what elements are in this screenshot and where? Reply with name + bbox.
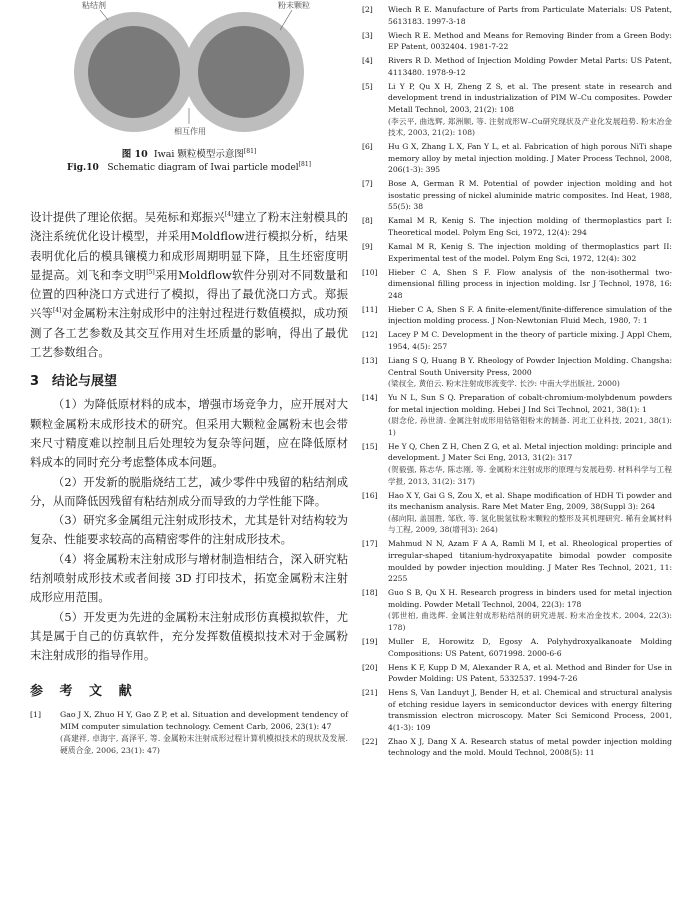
reference-number: [20] [362,662,378,672]
reference-text: Wiech R E. Method and Means for Removing Binder from a Green Body: EP Patent, 0032404. 1981-7-22 [388,30,672,52]
reference-number: [2] [362,5,373,14]
reference-text: Hens K F, Kupp D M, Alexander R A, et al. Method and Binder for Use in Powder Molding: US Patent, 5332537. 1994-7-26 [388,662,672,684]
left-column [30,0,348,759]
reference-item [362,392,672,438]
reference-number: [14] [362,393,378,403]
reference-text: Hao X Y, Gai G S, Zou X, et al. Shape modification of HDH Ti powder and its mechanism analysis. Rare Met Mater Eng, 2009, 38(Suppl 3): 264 [388,490,672,512]
references-heading: 参 考 文 献 [30,683,138,699]
reference-item [362,587,672,633]
paragraph-simulation [30,208,348,362]
reference-body [388,355,672,390]
citation: [4] [52,307,62,315]
conclusion-point-4: （4）将金属粉末注射成形与增材制造相结合，深入研究粘结剂喷射成形技术或者间接 3D 打印技术，拓宽金属粉末注射成形应用范围。 [30,551,348,605]
reference-translation: (高建祥, 卓海宇, 高泽平, 等. 金属粉末注射成形过程计算机模拟技术的现状及发展. 硬质合金, 2006, 23(1): 47) [60,733,348,755]
reference-text: Hens S, Van Landuyt J, Bender H, et al. Chemical and structural analysis of etching residue layers in semiconductor devices with energy filtering transmission electron microscopy. Mater Sci Semicond Process, 2001, 4(1-3): 109 [388,688,672,732]
reference-body [388,587,672,633]
figure-10 [30,0,348,188]
reference-item [362,355,672,390]
reference-number: [9] [362,242,373,252]
reference-text: Wiech R E. Manufacture of Parts from Particulate Materials: US Patent, 5613183. 1997-3-18 [388,5,672,26]
binder-label: 粘结剂 [82,1,106,10]
particle-core-left [88,26,180,118]
reference-body [388,141,672,176]
reference-text: Zhao X J, Dang X A. Research status of metal powder injection molding technology and the mold. Mould Technol, 2008(5): 11 [388,736,672,758]
reference-item [362,329,672,352]
reference-text: Kamal M R, Kenig S. The injection molding of thermoplastics part I: Theoretical model. Polym Eng Sci, 1972, 12(4): 294 [388,216,672,238]
reference-number: [5] [362,81,373,91]
reference-text: Yu N L, Sun S Q. Preparation of cobalt-chromium-molybdenum powders for metal injection molding. Hebei J Ind Sci Technol, 2021, 38(1): 1 [388,393,672,414]
reference-text: Hieber C A, Shen S F. Flow analysis of the non-isothermal two-dimensional filling process in injection molding. Isr J Technol, 1978, 16: 248 [388,267,672,300]
particle-core-right [198,26,290,118]
reference-number: [12] [362,330,378,340]
reference-number: [16] [362,490,378,500]
reference-body [388,241,672,264]
reference-item [362,55,672,78]
reference-body [388,4,672,27]
paragraph-text: 建立了粉末注射模具的浇注系统优化设计模型，并采用Moldflow进行模拟分析，结果表明优化后的模具镶模力和成形周期明显下降，且生坯密度明显提高。刘飞和李文明 [30,210,348,282]
reference-number: [6] [362,142,373,152]
reference-number: [8] [362,216,373,226]
reference-item [362,215,672,238]
reference-item [362,490,672,536]
reference-number: [19] [362,636,378,646]
reference-item [362,178,672,213]
reference-item [362,241,672,264]
reference-body [388,304,672,327]
reference-body [388,178,672,213]
reference-text: Gao J X, Zhuo H Y, Gao Z P, et al. Situation and development tendency of MIM computer simulation technology. Cement Carb, 2006, 23(1): 47 [60,709,348,731]
reference-text: Bose A, German R M. Potential of powder injection molding and hot isostatic pressing of nickel aluminide matric composites. Ind Heat, 1988, 55(5): 38 [388,179,672,212]
reference-body [388,329,672,352]
reference-item [362,4,672,27]
section-heading: 3 结论与展望 [30,374,118,390]
reference-body [388,736,672,759]
reference-item [362,141,672,176]
reference-item [362,81,672,139]
reference-number: [17] [362,539,378,549]
conclusion-point-2: （2）开发新的脱脂烧结工艺，减少零件中残留的粘结剂成分，从而降低因残留有粘结剂成分而导致的力学性能下降。 [30,474,348,508]
reference-translation: (郭世柏, 曲选辉. 金属注射成形粘结剂的研究进展. 粉末冶金技术, 2004, 22(3): 178) [388,611,672,632]
reference-item [362,441,672,487]
reference-text: He Y Q, Chen Z H, Chen Z G, et al. Metal injection molding: principle and development. J Mater Sci Eng, 2013, 31(2): 317 [388,441,672,463]
reference-text: Lacey P M C. Development in the theory of particle mixing. J Appl Chem, 1954, 4(5): 257 [388,330,672,351]
conclusion-point-1: （1）为降低原材料的成本，增强市场竞争力，应开展对大颗粒金属粉末成形技术的研究。但采用大颗粒金属粉末也会带来尺寸精度难以控制且后处理较为复杂等问题，应在降低原材料成本的同时充分考虑整体成本问题。 [30,397,348,470]
reference-number: [11] [362,304,378,314]
reference-number: [3] [362,30,373,40]
reference-body [388,267,672,302]
interaction-label: 相互作用 [174,127,206,136]
reference-number: [7] [362,179,373,189]
reference-item [362,636,672,659]
reference-body [388,662,672,685]
reference-item [362,736,672,759]
reference-item [30,709,348,757]
reference-translation: (贺毅强, 陈志华, 陈志刚, 等. 金属粉末注射成形的原理与发展趋势. 材料科学与工程学报, 2013, 31(2): 317) [388,465,672,486]
reference-item [362,687,672,733]
reference-text: Muller E, Horowitz D, Egosy A. Polyhydroxyalkanoate Molding Compositions: US Patent, 6071998. 2000-6-6 [388,636,672,658]
reference-body [60,709,348,757]
reference-item [362,304,672,327]
reference-body [388,441,672,487]
citation: [4] [224,211,234,219]
figure-caption-en [30,163,348,173]
figure-caption-cn [30,146,348,160]
reference-translation: (李云平, 曲选辉, 郑洲顺, 等. 注射成形W–Cu研究现状及产业化发展趋势. 粉末冶金技术, 2003, 21(2): 108) [388,116,672,138]
reference-body [388,538,672,584]
reference-translation: (梁叔全, 黄伯云. 粉末注射成形流变学. 长沙: 中南大学出版社, 2000) [388,379,620,389]
paragraph-text: 对金属粉末注射成形中的注射过程进行数值模拟，成功预测了各工艺参数及其交互作用对生坯质量的影响，得出了最优工艺参数组合。 [30,306,348,360]
reference-item [362,267,672,302]
reference-item [362,662,672,685]
conclusion-point-3: （3）研究多金属组元注射成形技术，尤其是针对结构较为复杂、性能要求较高的高精密零件的注射成形技术。 [30,513,348,547]
reference-body [388,215,672,238]
conclusion-point-5: （5）开发更为先进的金属粉末注射成形仿真模拟软件，尤其是属于自己的仿真软件，充分发挥数值模拟技术对于金属粉末注射成形的指导作用。 [30,609,348,663]
reference-text: Rivers R D. Method of Injection Molding Powder Metal Parts: US Patent, 4113480. 1978-9-12 [388,56,672,77]
reference-number: [1] [30,709,42,719]
reference-item [362,538,672,584]
reference-body [388,687,672,733]
reference-text: Mahmud N N, Azam F A A, Ramli M I, et al. Rheological properties of irregular-shaped titanium-hydroxyapatite bimodal powder composite moulded by powder injection moulding. J Mater Res Technol, 2021, 11: 2255 [388,539,672,584]
paragraph-text: 采用Moldflow软件分别对不同数量和位置的四种浇口方式进行了模拟，得出了最优浇口方式。郑振兴等 [30,267,348,321]
reference-list-right [362,4,672,761]
figure-number-cn: 图 10 [121,149,148,160]
figure-citation-cn: [81] [243,147,257,155]
reference-number: [18] [362,588,378,598]
reference-text: Kamal M R, Kenig S. The injection molding of thermoplastics part II: Experimental test of the model. Polym Eng Sci, 1972, 12(4): 302 [388,242,672,263]
reference-number: [4] [362,56,373,66]
reference-body [388,30,672,53]
reference-number: [22] [362,736,378,746]
reference-number: [15] [362,441,378,451]
reference-body [388,636,672,659]
reference-text: Liang S Q, Huang B Y. Rheology of Powder Injection Molding. Changsha: Central South University Press, 2000 [388,355,672,377]
reference-number: [13] [362,355,378,365]
reference-item [362,30,672,53]
reference-text: Li Y P, Qu X H, Zheng Z S, et al. The present state in research and development trend in industrialization of PIM W–Cu composites. Powder Metall Technol, 2003, 21(2): 108 [388,81,672,114]
reference-body [388,490,672,536]
reference-body [388,392,672,438]
paragraph-text: 设计提供了理论依据。吴苑标和郑振兴 [30,210,225,224]
reference-translation: (尉念伦, 孙世清. 金属注射成形用钴铬钼粉末的制备. 河北工业科技, 2021, 38(1): 1) [388,416,672,437]
reference-number: [21] [362,688,378,698]
citation: [5] [146,269,155,277]
figure-number-en: Fig.10 [66,163,99,173]
iwai-particle-diagram [30,0,348,145]
reference-list-left [30,709,348,757]
reference-translation: (郝向阳, 盖国胜, 邹欣, 等. 氢化脱氢钛粉末颗粒的整形及其机理研究. 稀有金属材料与工程, 2009, 38(增刊3): 264) [388,513,672,535]
reference-text: Hieber C A, Shen S F. A finite-element/finite-difference simulation of the injection molding process. J Non-Newtonian Fluid Mech, 1980, 7: 1 [388,304,672,326]
figure-title-en: Schematic diagram of Iwai particle model [107,163,299,173]
figure-title-cn: Iwai 颗粒模型示意图 [153,149,244,160]
reference-body [388,55,672,78]
particle-label: 粉末颗粒 [278,1,310,10]
reference-text: Guo S B, Qu X H. Research progress in binders used for metal injection molding. Powder Metall Technol, 2004, 22(3): 178 [388,588,672,609]
figure-citation-en: [81] [298,161,312,168]
reference-number: [10] [362,267,378,277]
reference-text: Hu G X, Zhang L X, Fan Y L, et al. Fabrication of high porous NiTi shape memory alloy by metal injection molding. J Mater Process Technol, 2008, 206(1-3): 395 [388,142,672,175]
reference-body [388,81,672,139]
